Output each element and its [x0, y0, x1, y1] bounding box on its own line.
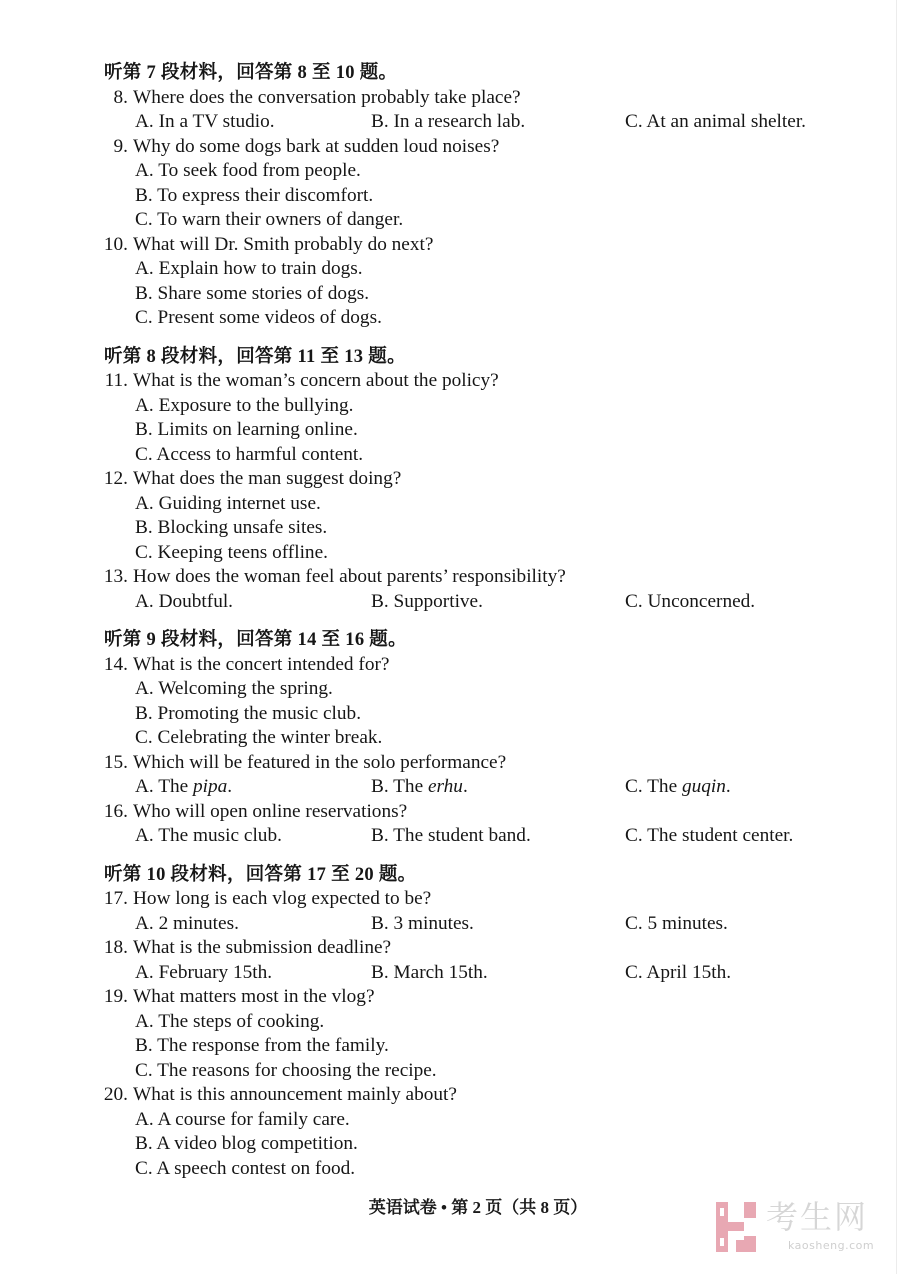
question-number: 11. — [104, 370, 128, 391]
option-a: A. February 15th. — [135, 961, 273, 983]
option-a: A. Exposure to the bullying. — [135, 394, 354, 416]
question-stem — [0, 800, 900, 825]
section-passage-9 — [0, 628, 900, 849]
question-number: 14. — [103, 653, 128, 675]
question-number: 18. — [103, 937, 128, 958]
question-11 — [0, 369, 900, 467]
question-stem — [0, 369, 900, 394]
option-c: C. Keeping teens offline. — [135, 541, 328, 563]
option-c — [625, 775, 731, 800]
option-b: B. Promoting the music club. — [135, 702, 362, 724]
question-15 — [0, 751, 900, 800]
question-text: What is the woman’s concern about the policy? — [133, 370, 499, 391]
option-c: C. Unconcerned. — [625, 590, 756, 612]
options — [0, 961, 900, 986]
option-b: B. Supportive. — [371, 590, 483, 612]
options — [0, 824, 900, 849]
listening-questions — [0, 61, 900, 1181]
question-stem — [0, 653, 900, 678]
question-text: Which will be featured in the solo performance? — [133, 751, 507, 773]
options — [0, 912, 900, 937]
question-number: 20. — [103, 1084, 128, 1105]
question-17 — [0, 887, 900, 936]
options — [0, 775, 900, 800]
option-a: A. A course for family care. — [135, 1108, 350, 1130]
question-number: 19. — [103, 986, 128, 1007]
question-text: What is the submission deadline? — [133, 937, 392, 958]
question-number: 15. — [103, 751, 128, 773]
option-c: C. To warn their owners of danger. — [135, 209, 404, 230]
option-c: C. Present some videos of dogs. — [135, 307, 382, 328]
question-number: 8. — [113, 86, 128, 108]
option-c: C. 5 minutes. — [625, 912, 728, 934]
section-header: 听第 10 段材料，回答第 17 至 20 题。 — [104, 864, 417, 885]
option-a: A. The music club. — [135, 825, 282, 846]
question-number: 16. — [103, 800, 128, 822]
question-text: What is this announcement mainly about? — [133, 1084, 457, 1105]
question-stem — [0, 936, 900, 961]
instrument-name: guqin — [681, 776, 726, 797]
options — [0, 110, 900, 135]
option-c: C. Celebrating the winter break. — [135, 727, 383, 748]
options — [0, 590, 900, 615]
question-18 — [0, 936, 900, 985]
option-c: C. A speech contest on food. — [135, 1157, 356, 1179]
option-a: A. To seek food from people. — [135, 160, 361, 181]
option-b: B. The student band. — [371, 825, 531, 846]
watermark-site: kaosheng.com — [788, 1239, 875, 1252]
page-footer: 英语试卷 • 第 2 页（共 8 页） — [368, 1198, 588, 1217]
section-passage-8 — [0, 345, 900, 615]
question-number: 13. — [103, 566, 128, 587]
section-passage-10 — [0, 863, 900, 1182]
question-stem — [0, 565, 900, 590]
question-text: Who will open online reservations? — [133, 800, 408, 822]
option-b: B. 3 minutes. — [371, 912, 474, 934]
section-header: 听第 7 段材料，回答第 8 至 10 题。 — [104, 63, 398, 83]
option-b: B. Share some stories of dogs. — [135, 282, 370, 304]
option-end: . — [725, 776, 731, 797]
question-stem — [0, 751, 900, 776]
option-end: . — [462, 776, 468, 797]
option-a — [135, 775, 371, 800]
question-stem — [0, 985, 900, 1010]
question-9 — [0, 135, 900, 233]
option-b: B. A video blog competition. — [135, 1133, 358, 1154]
section-passage-7 — [0, 61, 900, 331]
option-c: C. April 15th. — [625, 961, 732, 983]
question-8 — [0, 86, 900, 135]
question-stem — [0, 887, 900, 912]
section-header: 听第 9 段材料，回答第 14 至 16 题。 — [104, 630, 407, 650]
question-text: Where does the conversation probably take place? — [133, 86, 521, 108]
question-number: 12. — [103, 468, 128, 489]
option-label: C. The — [625, 776, 682, 797]
question-stem — [0, 86, 900, 111]
option-b: B. The response from the family. — [135, 1035, 389, 1056]
question-20 — [0, 1083, 900, 1181]
option-c: C. The reasons for choosing the recipe. — [135, 1059, 437, 1081]
section-header: 听第 8 段材料，回答第 11 至 13 题。 — [104, 346, 406, 367]
question-text: What matters most in the vlog? — [133, 986, 375, 1007]
option-c: C. At an animal shelter. — [625, 111, 806, 132]
option-end: . — [227, 776, 233, 797]
question-text: What will Dr. Smith probably do next? — [133, 233, 434, 255]
option-c: C. Access to harmful content. — [135, 443, 364, 465]
question-text: How does the woman feel about parents’ responsibility? — [133, 566, 566, 587]
option-label: B. The — [371, 776, 428, 797]
option-a: A. Doubtful. — [135, 590, 234, 612]
question-number: 17. — [103, 888, 128, 909]
question-number: 10. — [103, 233, 128, 255]
question-10 — [0, 233, 900, 331]
option-b: B. March 15th. — [371, 961, 488, 983]
option-b: B. To express their discomfort. — [135, 184, 374, 206]
question-text: How long is each vlog expected to be? — [133, 888, 432, 909]
option-b: B. Limits on learning online. — [135, 419, 358, 440]
instrument-name: pipa — [193, 776, 228, 797]
option-a: A. Explain how to train dogs. — [135, 258, 363, 279]
question-13 — [0, 565, 900, 614]
option-a: A. 2 minutes. — [135, 912, 239, 934]
option-a: A. Welcoming the spring. — [135, 678, 333, 699]
question-stem — [0, 135, 900, 160]
option-a: A. In a TV studio. — [135, 111, 275, 132]
question-number: 9. — [113, 135, 128, 157]
kaosheng-logo-icon — [714, 1200, 758, 1254]
question-stem — [0, 467, 900, 492]
option-b: B. Blocking unsafe sites. — [135, 517, 328, 538]
option-c: C. The student center. — [625, 825, 794, 846]
option-b: B. In a research lab. — [371, 111, 526, 132]
question-19 — [0, 985, 900, 1083]
watermark — [712, 1194, 892, 1260]
option-a: A. Guiding internet use. — [135, 492, 321, 514]
question-14 — [0, 653, 900, 751]
question-text: What does the man suggest doing? — [133, 468, 402, 489]
question-16 — [0, 800, 900, 849]
option-label: A. The — [135, 776, 194, 797]
question-stem — [0, 233, 900, 258]
option-a: A. The steps of cooking. — [135, 1010, 325, 1032]
question-stem — [0, 1083, 900, 1108]
question-12 — [0, 467, 900, 565]
question-text: What is the concert intended for? — [133, 653, 390, 675]
option-b — [371, 775, 625, 800]
instrument-name: erhu — [427, 776, 463, 797]
watermark-brand: 考生网 — [766, 1198, 869, 1236]
question-text: Why do some dogs bark at sudden loud noises? — [133, 135, 500, 157]
